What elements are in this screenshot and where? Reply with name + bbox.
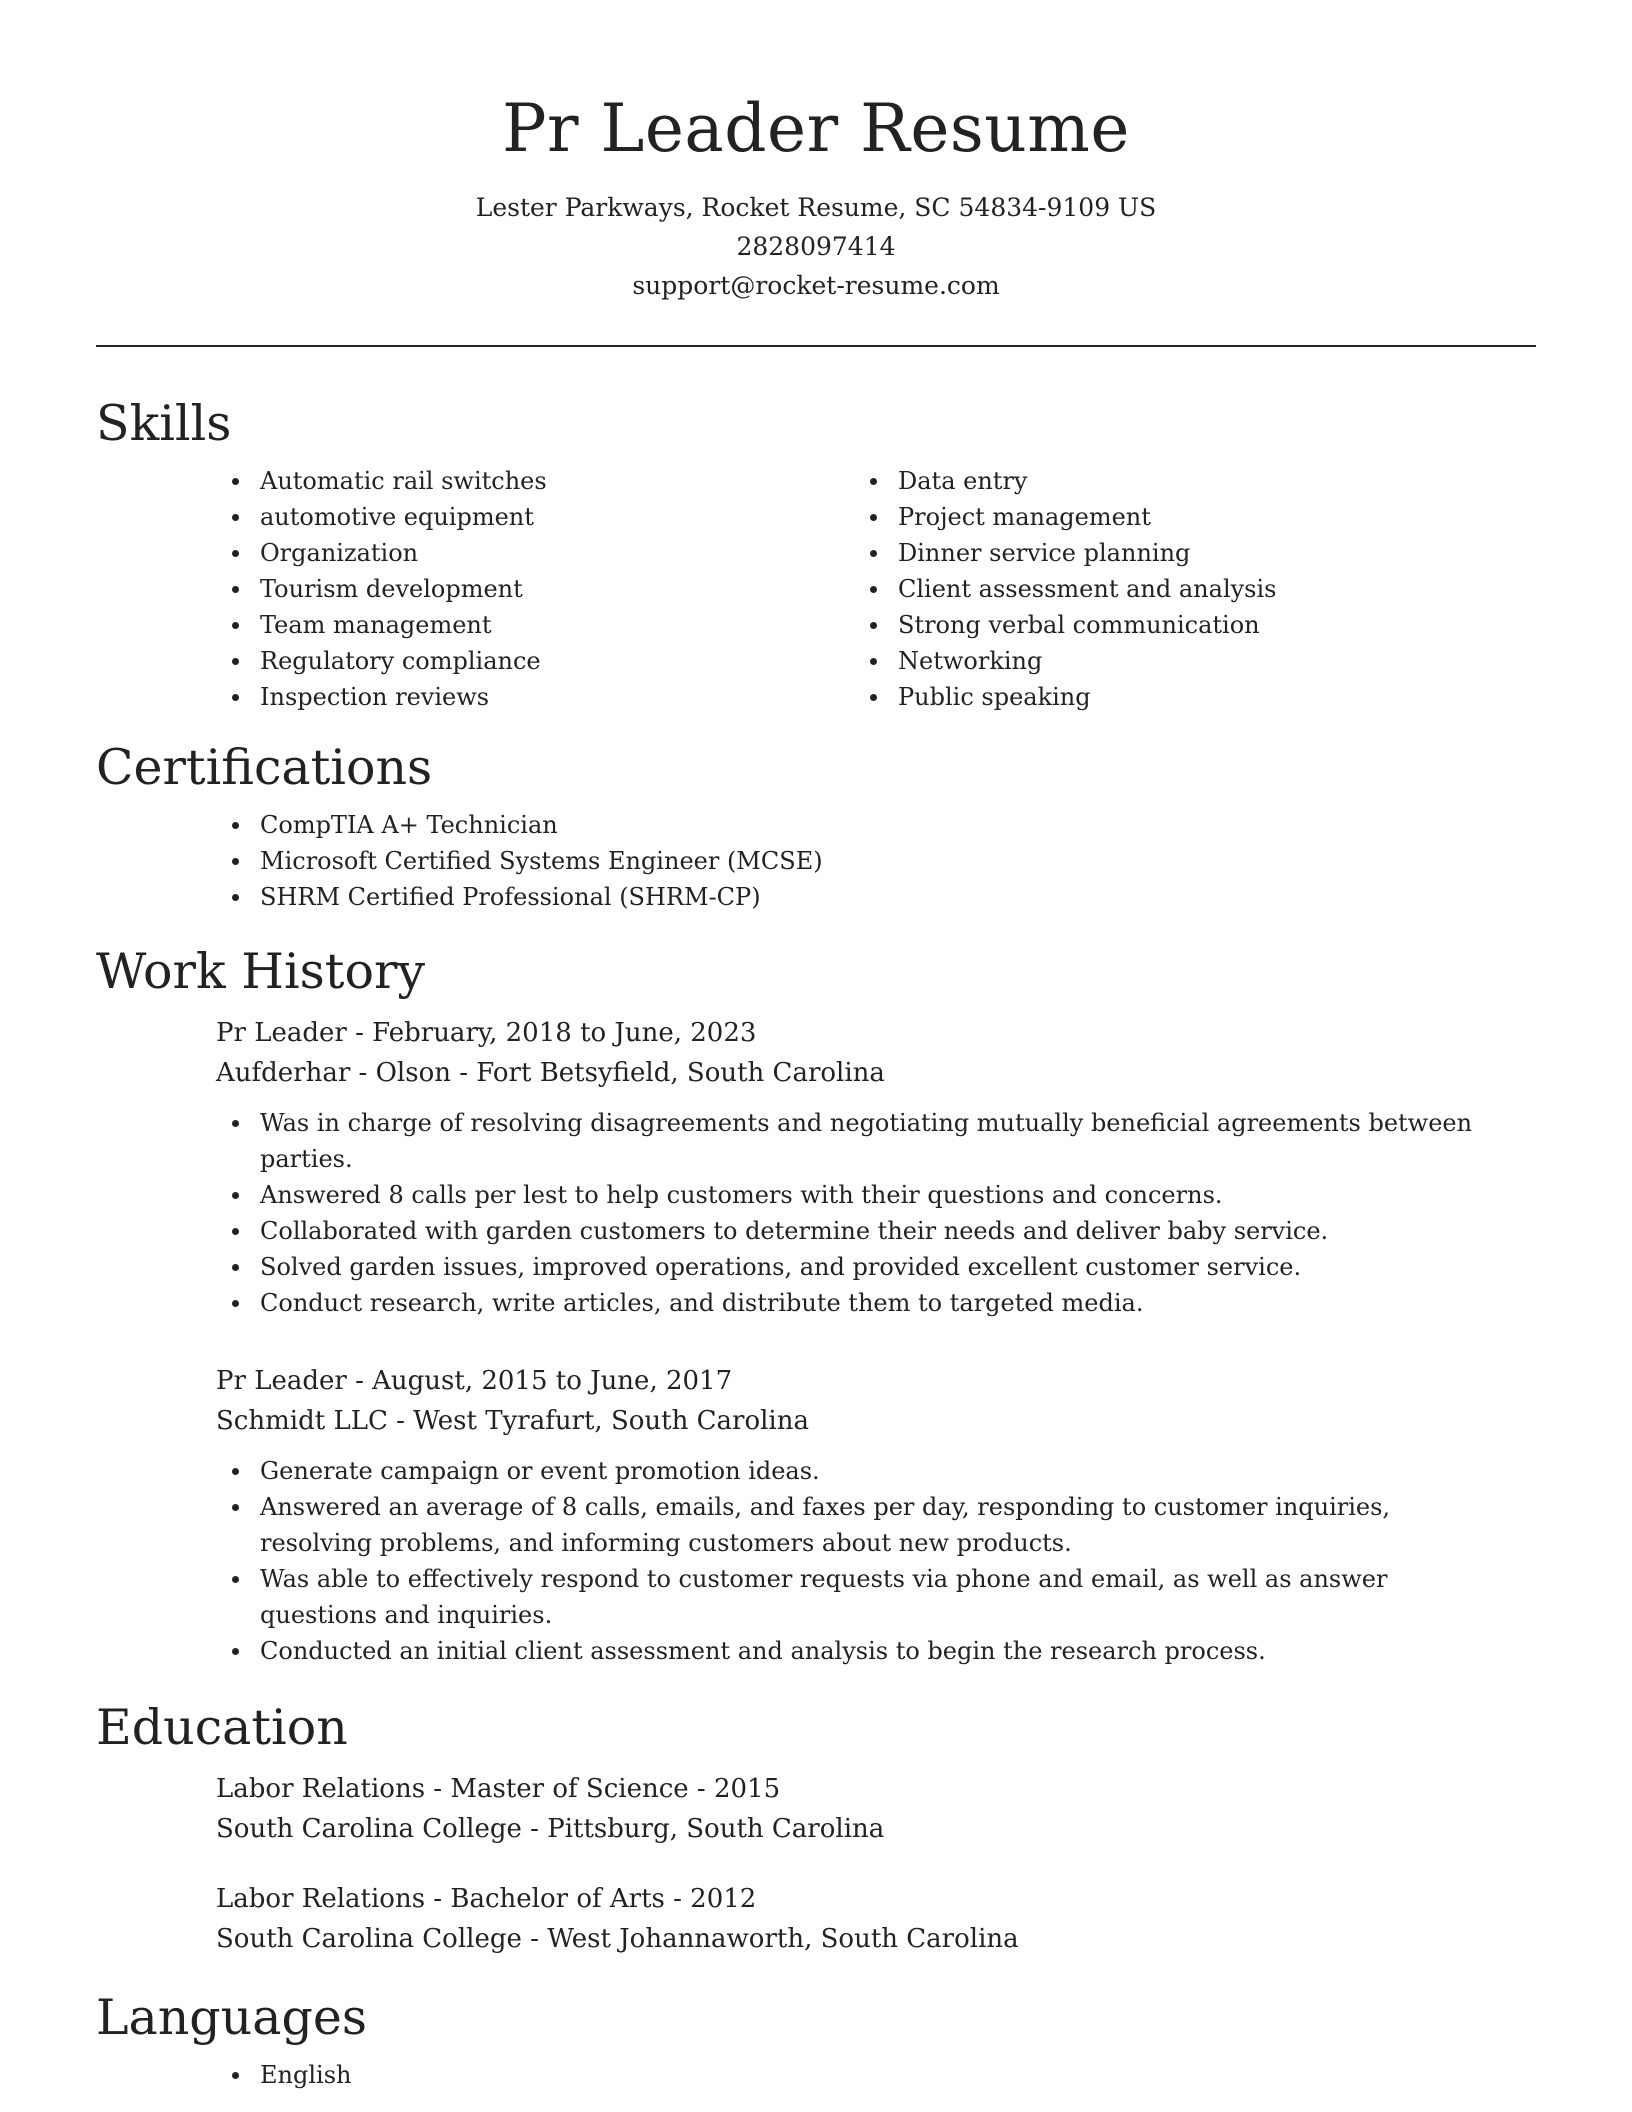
education-degree: Labor Relations - Bachelor of Arts - 2012 [216, 1884, 757, 1914]
skill-item: Networking [898, 643, 1536, 679]
languages-list [96, 2057, 1536, 2093]
job-duties-list [216, 1453, 1500, 1669]
skill-item: Inspection reviews [260, 679, 898, 715]
certifications-heading: Certifications [96, 739, 433, 796]
skills-list-right [898, 463, 1536, 715]
skill-item: Data entry [898, 463, 1536, 499]
work-history-heading: Work History [96, 943, 426, 1000]
contact-address: Lester Parkways, Rocket Resume, SC 54834-9109 US [475, 193, 1157, 222]
certification-item: CompTIA A+ Technician [260, 807, 1536, 843]
contact-email: support@rocket-resume.com [632, 271, 1000, 300]
job-duty-item: Generate campaign or event promotion ideas. [260, 1453, 1500, 1489]
job-entry [96, 1361, 1536, 1669]
education-school: South Carolina College - West Johannaworth, South Carolina [216, 1924, 1019, 1954]
job-duty-item: Collaborated with garden customers to determine their needs and deliver baby service. [260, 1213, 1500, 1249]
header-divider [96, 345, 1536, 347]
education-school: South Carolina College - Pittsburg, South Carolina [216, 1814, 885, 1844]
skill-item: Team management [260, 607, 898, 643]
skills-grid [96, 463, 1536, 715]
skill-item: Public speaking [898, 679, 1536, 715]
job-duty-item: Solved garden issues, improved operations, and provided excellent customer service. [260, 1249, 1500, 1285]
education-entry [96, 1769, 1536, 1849]
skill-item: Dinner service planning [898, 535, 1536, 571]
resume-page [96, 0, 1536, 2093]
job-duty-item: Was able to effectively respond to customer requests via phone and email, as well as answer questions and inquiries. [260, 1561, 1500, 1633]
skill-item: Tourism development [260, 571, 898, 607]
job-duty-item: Answered an average of 8 calls, emails, and faxes per day, responding to customer inquiries, resolving problems, and informing customers about new products. [260, 1489, 1500, 1561]
skills-heading: Skills [96, 395, 232, 452]
job-duty-item: Conducted an initial client assessment and analysis to begin the research process. [260, 1633, 1500, 1669]
job-company-location: Schmidt LLC - West Tyrafurt, South Carolina [216, 1406, 809, 1436]
job-role-dates: Pr Leader - August, 2015 to June, 2017 [216, 1366, 733, 1396]
job-duty-item: Conduct research, write articles, and distribute them to targeted media. [260, 1285, 1500, 1321]
languages-heading: Languages [96, 1989, 367, 2046]
education-degree: Labor Relations - Master of Science - 2015 [216, 1774, 781, 1804]
resume-title: Pr Leader Resume [502, 90, 1130, 167]
job-role-dates: Pr Leader - February, 2018 to June, 2023 [216, 1018, 757, 1048]
certification-item: Microsoft Certified Systems Engineer (MCSE) [260, 843, 1536, 879]
certification-item: SHRM Certified Professional (SHRM-CP) [260, 879, 1536, 915]
skill-item: Project management [898, 499, 1536, 535]
education-heading: Education [96, 1699, 348, 1756]
skill-item: Client assessment and analysis [898, 571, 1536, 607]
skill-item: Automatic rail switches [260, 463, 898, 499]
job-duties-list [216, 1105, 1500, 1321]
skills-list-left [260, 463, 898, 715]
skill-item: automotive equipment [260, 499, 898, 535]
contact-block [96, 188, 1536, 305]
language-item: English [260, 2057, 1536, 2093]
skill-item: Regulatory compliance [260, 643, 898, 679]
job-entry [96, 1013, 1536, 1321]
skill-item: Strong verbal communication [898, 607, 1536, 643]
education-entry [96, 1879, 1536, 1959]
job-duty-item: Answered 8 calls per lest to help customers with their questions and concerns. [260, 1177, 1500, 1213]
job-duty-item: Was in charge of resolving disagreements and negotiating mutually beneficial agreements between parties. [260, 1105, 1500, 1177]
contact-phone: 2828097414 [736, 232, 896, 261]
certifications-list [96, 807, 1536, 915]
skill-item: Organization [260, 535, 898, 571]
job-company-location: Aufderhar - Olson - Fort Betsyfield, South Carolina [216, 1058, 885, 1088]
resume-header [96, 0, 1536, 305]
